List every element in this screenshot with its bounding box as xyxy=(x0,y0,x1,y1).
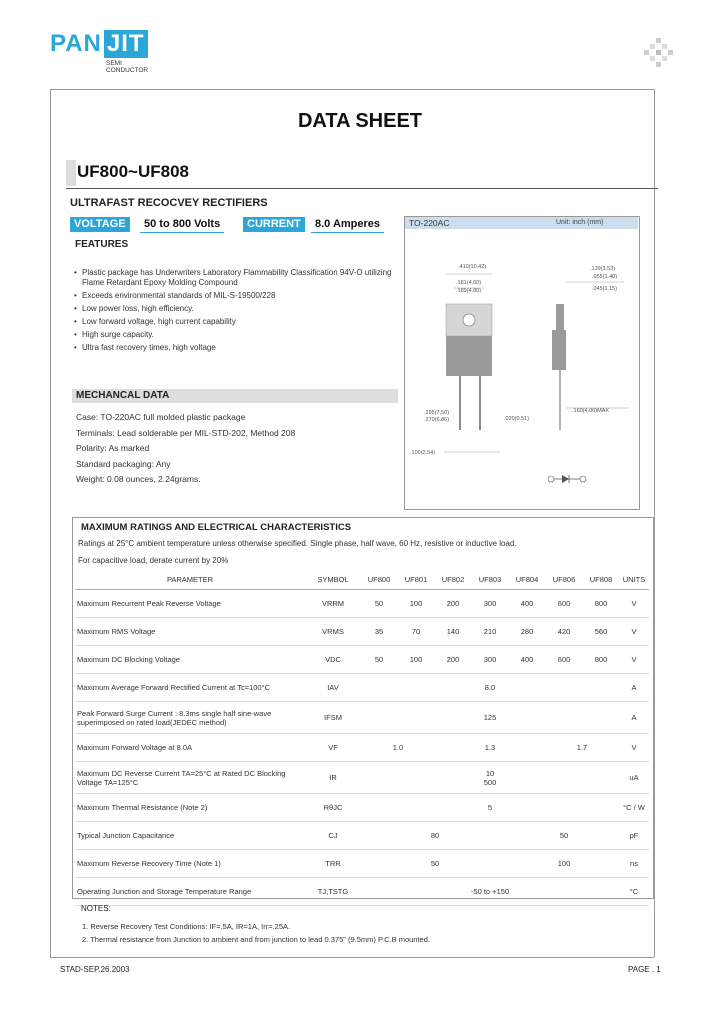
feature-item: • Ultra fast recovery times, high voltage xyxy=(72,343,392,353)
table-cell: 800 xyxy=(583,646,619,674)
table-cell: 600 xyxy=(545,646,583,674)
table-cell: 50 xyxy=(361,646,397,674)
table-cell: TRR xyxy=(305,850,361,878)
table-cell: 100 xyxy=(509,850,619,878)
column-header: UNITS xyxy=(619,570,649,590)
table-cell: 210 xyxy=(471,618,509,646)
table-cell: °C xyxy=(619,878,649,906)
features-list xyxy=(72,268,392,356)
ratings-condition: Ratings at 25°C ambient temperature unless otherwise specified. Single phase, half wave, 60 Hz, resistive or inductive load. xyxy=(78,539,517,548)
table-cell: Maximum DC Reverse Current TA=25°C at Rated DC Blocking Voltage TA=125°C xyxy=(75,762,305,794)
dim-label: .045(1.15) xyxy=(592,286,618,292)
table-row xyxy=(75,878,649,906)
table-cell: 600 xyxy=(545,590,583,618)
dim-label: .181(4.60) xyxy=(456,280,482,286)
table-cell: -50 to +150 xyxy=(361,878,619,906)
mechanical-data xyxy=(76,410,295,488)
feature-item: • Plastic package has Underwriters Laboratory Flammability Classification 94V-O utilizing Flame Retardant Epoxy Molding Compound xyxy=(72,268,392,288)
mechanical-heading: MECHANCAL DATA xyxy=(76,390,170,401)
table-cell: 800 xyxy=(583,590,619,618)
footer-doc-code: STAD-SEP.26.2003 xyxy=(60,965,130,974)
footer-rule xyxy=(50,957,654,958)
table-cell: Operating Junction and Storage Temperature Range xyxy=(75,878,305,906)
dim-label: .295(7.50) xyxy=(424,410,450,416)
table-cell: °C / W xyxy=(619,794,649,822)
table-row xyxy=(75,646,649,674)
table-cell: 50 xyxy=(361,590,397,618)
table-cell: Maximum Recurrent Peak Reverse Voltage xyxy=(75,590,305,618)
column-header: UF800 xyxy=(361,570,397,590)
table-cell: Maximum Average Forward Rectified Current at Tc=100°C xyxy=(75,674,305,702)
table-cell: Maximum RMS Voltage xyxy=(75,618,305,646)
feature-item: • Low forward voltage, high current capability xyxy=(72,317,392,327)
part-band xyxy=(66,160,76,186)
mech-line: Standard packaging: Any xyxy=(76,458,171,469)
table-cell: 5 xyxy=(361,794,619,822)
dim-label: .160(4.06)MAX xyxy=(572,408,609,414)
package-outline-drawing xyxy=(404,230,638,500)
column-header: SYMBOL xyxy=(305,570,361,590)
table-cell: VRMS xyxy=(305,618,361,646)
table-cell: V xyxy=(619,646,649,674)
table-row xyxy=(75,794,649,822)
decorative-squares-icon xyxy=(638,38,678,68)
mount-hole xyxy=(463,314,475,326)
table-cell: Maximum Reverse Recovery Time (Note 1) xyxy=(75,850,305,878)
pin1-symbol xyxy=(548,476,554,482)
table-cell: IAV xyxy=(305,674,361,702)
table-cell: 420 xyxy=(545,618,583,646)
dim-label: .100(2.54) xyxy=(410,450,436,456)
note-2: 2. Thermal resistance from Junction to ambient and from junction to lead 0.375" (9.5mm) P.C.B mounted. xyxy=(82,935,430,944)
table-cell: Maximum Forward Voltage at 8.0A xyxy=(75,734,305,762)
table-cell: uA xyxy=(619,762,649,794)
package-unit: Unit: inch (mm) xyxy=(556,219,604,226)
table-cell: 300 xyxy=(471,590,509,618)
part-rule xyxy=(66,188,658,189)
table-cell: RθJC xyxy=(305,794,361,822)
table-cell: 80 xyxy=(361,822,509,850)
table-cell: 50 xyxy=(361,850,509,878)
table-header-row xyxy=(75,570,649,590)
product-subtitle: ULTRAFAST RECOCVEY RECTIFIERS xyxy=(70,197,268,209)
column-header: PARAMETER xyxy=(75,570,305,590)
dim-label: .189(4.80) xyxy=(456,288,482,294)
column-header: UF801 xyxy=(397,570,435,590)
part-number: UF800~UF808 xyxy=(77,162,189,181)
logo-sub-semi: SEMI xyxy=(106,60,122,67)
table-cell: 1.3 xyxy=(435,734,545,762)
dim-label: .055(1.40) xyxy=(592,274,618,280)
table-cell: 1.0 xyxy=(361,734,435,762)
table-cell: Typical Junction Capacitance xyxy=(75,822,305,850)
table-cell: 280 xyxy=(509,618,545,646)
table-cell: Maximum DC Blocking Voltage xyxy=(75,646,305,674)
table-cell: 10 500 xyxy=(361,762,619,794)
table-cell: 400 xyxy=(509,590,545,618)
table-cell: 35 xyxy=(361,618,397,646)
table-row xyxy=(75,850,649,878)
table-row xyxy=(75,734,649,762)
pin2-symbol xyxy=(580,476,586,482)
table-cell: 300 xyxy=(471,646,509,674)
table-row xyxy=(75,590,649,618)
voltage-value: 50 to 800 Volts xyxy=(140,217,224,233)
table-cell: 140 xyxy=(435,618,471,646)
table-cell: ns xyxy=(619,850,649,878)
ratings-heading: MAXIMUM RATINGS AND ELECTRICAL CHARACTERISTICS xyxy=(81,522,352,533)
package-name: TO-220AC xyxy=(409,218,450,228)
current-value: 8.0 Amperes xyxy=(311,217,384,233)
dim-label: .410(10.42) xyxy=(458,264,487,270)
mech-line: Polarity: As marked xyxy=(76,443,150,453)
diode-symbol xyxy=(562,475,569,483)
table-cell: VDC xyxy=(305,646,361,674)
table-cell: 100 xyxy=(397,590,435,618)
feature-item: • Exceeds environmental standards of MIL-S-19500/228 xyxy=(72,291,392,301)
mech-line: Terminals: Lead solderable per MIL-STD-202, Method 208 xyxy=(76,427,296,438)
table-row xyxy=(75,618,649,646)
ratings-table xyxy=(75,570,649,906)
table-cell: Maximum Thermal Resistance (Note 2) xyxy=(75,794,305,822)
notes-heading: NOTES: xyxy=(81,904,111,913)
table-row xyxy=(75,674,649,702)
table-cell: 400 xyxy=(509,646,545,674)
mech-line: Case: TO-220AC full molded plastic package xyxy=(76,412,246,422)
table-cell: 70 xyxy=(397,618,435,646)
table-cell: V xyxy=(619,734,649,762)
frame-top-rule xyxy=(50,89,654,90)
table-cell: 50 xyxy=(509,822,619,850)
table-cell: 560 xyxy=(583,618,619,646)
column-header: UF808 xyxy=(583,570,619,590)
table-cell: TJ,TSTG xyxy=(305,878,361,906)
footer-page: PAGE . 1 xyxy=(628,965,661,974)
table-cell: 200 xyxy=(435,646,471,674)
table-row xyxy=(75,822,649,850)
dim-label: .270(6.86) xyxy=(424,417,450,423)
table-cell: IR xyxy=(305,762,361,794)
table-cell: 8.0 xyxy=(361,674,619,702)
table-cell: A xyxy=(619,702,649,734)
note-1: 1. Reverse Recovery Test Conditions: IF=.5A, IR=1A, Irr=.25A. xyxy=(82,922,291,931)
table-row xyxy=(75,762,649,794)
table-cell: 200 xyxy=(435,590,471,618)
table-cell: V xyxy=(619,590,649,618)
column-header: UF802 xyxy=(435,570,471,590)
column-header: UF804 xyxy=(509,570,545,590)
logo-sub-conductor: CONDUCTOR xyxy=(106,67,149,74)
voltage-label: VOLTAGE xyxy=(70,217,130,232)
features-heading: FEATURES xyxy=(75,239,129,250)
mech-line: Weight: 0.08 ounces, 2.24grams. xyxy=(76,474,201,484)
body-shape xyxy=(446,336,492,376)
table-cell: IFSM xyxy=(305,702,361,734)
frame-right-rule xyxy=(654,89,655,957)
frame-left-rule xyxy=(50,89,51,957)
table-cell: Peak Forward Surge Current : 8.3ms single half sine-wave superimposed on rated load(JEDEC method) xyxy=(75,702,305,734)
table-cell: V xyxy=(619,618,649,646)
column-header: UF806 xyxy=(545,570,583,590)
ratings-derate-note: For capacitive load, derate current by 20% xyxy=(78,556,229,565)
company-logo xyxy=(50,30,148,74)
table-cell: 125 xyxy=(361,702,619,734)
feature-item: • Low power loss, high efficiency. xyxy=(72,304,392,314)
feature-item: • High surge capacity. xyxy=(72,330,392,340)
current-label: CURRENT xyxy=(243,217,305,232)
logo-pan: PAN xyxy=(50,30,102,57)
table-cell: 1.7 xyxy=(545,734,619,762)
table-cell: CJ xyxy=(305,822,361,850)
dim-label: .020(0.51) xyxy=(504,416,530,422)
table-cell: VRRM xyxy=(305,590,361,618)
table-row xyxy=(75,702,649,734)
logo-jit: JIT xyxy=(104,30,148,58)
table-cell: pF xyxy=(619,822,649,850)
table-cell: 100 xyxy=(397,646,435,674)
table-cell: VF xyxy=(305,734,361,762)
document-title: DATA SHEET xyxy=(297,110,423,132)
column-header: UF803 xyxy=(471,570,509,590)
dim-label: .139(3.53) xyxy=(590,266,616,272)
table-cell: A xyxy=(619,674,649,702)
